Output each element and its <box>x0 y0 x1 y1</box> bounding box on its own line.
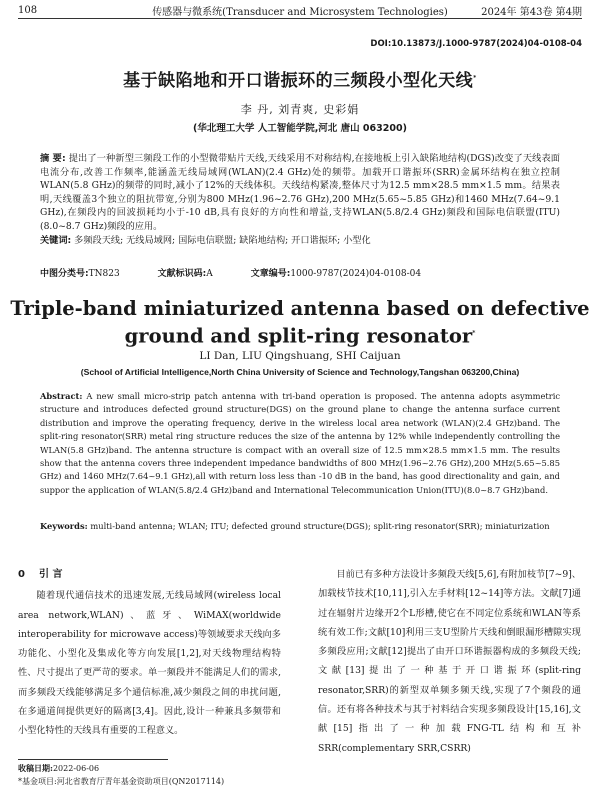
clc-field <box>40 266 120 279</box>
journal-name: 传感器与微系统(Transducer and Microsystem Technologies) <box>152 6 448 18</box>
cn-title <box>0 66 600 91</box>
cn-abstract-label: 摘 要: <box>40 153 66 164</box>
en-title-footnote-mark: * <box>472 330 476 337</box>
cn-abstract <box>40 152 560 247</box>
cn-authors: 李 丹, 刘青爽, 史彩娟 <box>240 103 360 116</box>
cn-title-text: 基于缺陷地和开口谐振环的三频段小型化天线 <box>123 71 474 91</box>
fund-line <box>18 776 224 789</box>
section-number: 0 <box>18 569 25 580</box>
footnotes <box>18 762 224 788</box>
fund-text: 河北省教育厅青年基金资助项目(QN2017114) <box>56 776 225 786</box>
en-keywords-label: Keywords: <box>40 521 88 531</box>
en-authors: LI Dan, LIU Qingshuang, SHI Caijuan <box>199 350 401 362</box>
footnote-rule <box>18 759 168 760</box>
article-no-value: 1000-9787(2024)04-0108-04 <box>290 269 422 279</box>
cn-abstract-text: 提出了一种新型三频段工作的小型微带贴片天线,天线采用不对称结构,在接地板上引入缺陷地结构(DGS)改变了天线表面电流分布,改善工作频率,能涵盖无线局域网(WLAN)(2.4 GHz)处的频带。加载开口谐振环(SRR)金属环结构在独立控制 WLAN(5.8 GHz)的频带的同时,减小了12%的天线体积。天线结构紧凑,整体尺寸为12.5 mm×28.5 mm×1.5 mm。结果表明,天线覆盖3个独立的阻抗带宽,分别为800 MHz(1.96~2.76 GHz),200 MHz(5.65~5.85 GHz)和1460 MHz(7.64~9.1 GHz),在频段内的回波损耗均小于-10 dB,具有良好的方向性和增益,支持WLAN(5.8/2.4 GHz)频段和国际电信联盟(ITU)(8.0~8.7 GHz)频段的应用。 <box>40 153 560 232</box>
body-column-right <box>318 565 581 758</box>
fund-label: *基金项目: <box>18 776 57 786</box>
running-header <box>18 2 582 18</box>
en-abstract <box>40 390 560 497</box>
doc-code-field <box>158 266 213 279</box>
intro-paragraph-left: 随着现代通信技术的迅速发展,无线局域网(wireless local area network,WLAN)、蓝牙、WiMAX(worldwide interoperability for microwave access)等领域要求天线向多功能化、小型化及集成化等方向发展[1,2],对天线物理结构特性、尺寸提出了更严苛的要求。单一频段并不能满足人们的需求,而多频段天线能够满足多个通信标准,减少频段之间的串扰问题,在多通道间提供更好的隔离[3,4]。因此,设计一种兼具多频带和小型化特性的天线具有重要的工程意义。 <box>18 590 281 737</box>
en-abstract-text: A new small micro-strip patch antenna with tri-band operation is proposed. The antenna adopts asymmetric structure and introduces defected ground structure(DGS) on the ground plane to change the antenna surface current distribution and improve the operating frequency, derive in the wireless local area network (WLAN)(2.4 GHz)band. The split-ring resonator(SRR) metal ring structure reduces the size of the antenna by 12% while independently controlling the WLAN(5.8 GHz)band. The antenna structure is compact with an overall size of 12.5 mm×28.5 mm×1.5 mm. The results show that the antenna covers three independent impedance bandwidths of 800 MHz(1.96~2.76 GHz),200 MHz(5.65~5.85 GHz) and 1460 MHz(7.64~9.1 GHz),all with return loss less than -10 dB in the band, has good directionality and gain, and suppor the application of WLAN(5.8/2.4 GHz)band and International Telecommunication Union(ITU)(8.0~8.7 GHz)band. <box>40 391 560 495</box>
section-heading <box>18 565 281 584</box>
en-title <box>0 296 600 349</box>
doi: DOI:10.13873/J.1000-9787(2024)04-0108-04 <box>370 39 582 49</box>
en-title-line-1: Triple-band miniaturized antenna based on defective <box>10 297 590 320</box>
cn-classification <box>40 266 560 279</box>
section-title: 引 言 <box>38 569 63 580</box>
issue-info: 2024年 第43卷 第4期 <box>481 6 582 18</box>
clc-value: TN823 <box>88 269 120 279</box>
doc-code-label: 文献标识码: <box>157 269 207 279</box>
en-title-line-2: ground and split-ring resonator <box>124 324 473 348</box>
cn-keywords-label: 关键词: <box>40 234 72 246</box>
clc-label: 中图分类号: <box>40 269 89 279</box>
en-affiliation: (School of Artificial Intelligence,North China University of Science and Technology,Tangshan 063200,China) <box>80 367 520 377</box>
cn-keywords: 多频段天线; 无线局域网; 国际电信联盟; 缺陷地结构; 开口谐振环; 小型化 <box>74 234 371 246</box>
en-keywords: multi-band antenna; WLAN; ITU; defected ground structure(DGS); split-ring resonator(SRR); miniaturization <box>90 521 550 531</box>
en-abstract-label: Abstract: <box>40 391 83 401</box>
article-no-field <box>251 266 421 279</box>
cn-affiliation: (华北理工大学 人工智能学院,河北 唐山 063200) <box>193 123 407 134</box>
header-rule <box>18 18 582 19</box>
en-keywords-block <box>40 520 560 533</box>
intro-paragraph-right: 目前已有多种方法设计多频段天线[5,6],有附加枝节[7~9]、加载枝节技术[10,11],引入左手材料[12~14]等方法。文献[7]通过在辐射片边缘开2个L形槽,使它在不同定位系统和WLAN等系统有效工作;文献[10]利用三支U型阶片天线和倒眼漏形槽隙实现多频段应用;文献[12]提出了由开口环谐振器构成的多频段天线;文献[13]提出了一种基于开口谐振环(split-ring resonator,SRR)的新型双单频多频天线,实现了7个频段的通信。还有将各种技术与其于衬料结合实现多频段设计[15,16],文献[15]指出了一种加载FNG-TL结构和互补SRR(complementary SRR,CSRR) <box>318 569 581 754</box>
doc-code-value: A <box>206 269 213 279</box>
article-no-label: 文章编号: <box>250 269 291 279</box>
cn-title-footnote-mark: * <box>473 74 477 82</box>
body-column-left <box>18 565 281 741</box>
page-number: 108 <box>18 4 38 16</box>
received-date: 2022-06-06 <box>52 764 100 773</box>
received-label: 收稿日期: <box>18 763 53 773</box>
received-date-line <box>18 762 224 776</box>
en-title-line-2-wrap <box>0 321 600 349</box>
